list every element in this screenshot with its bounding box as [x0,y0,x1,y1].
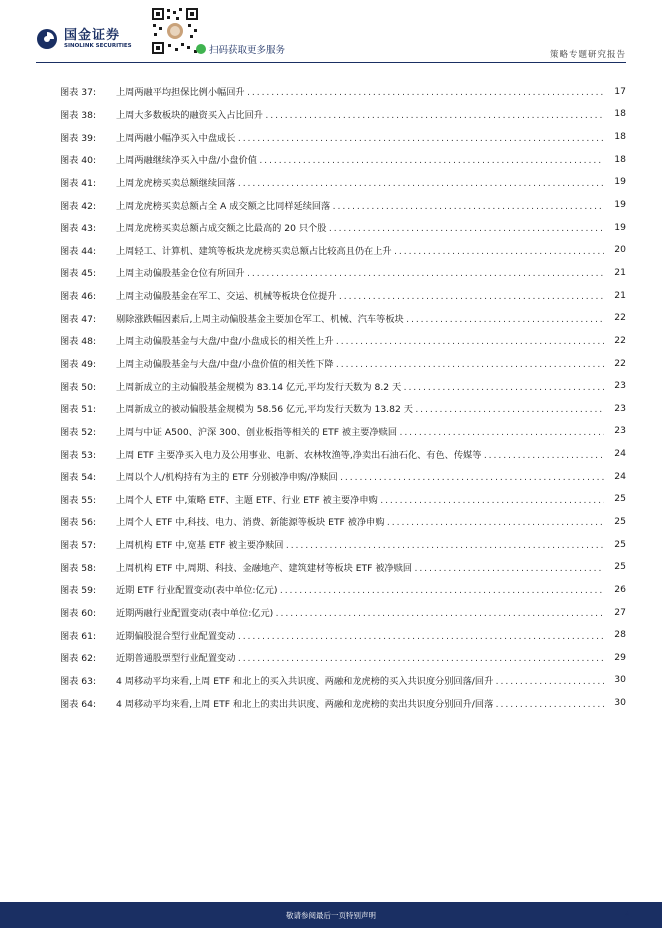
toc-entry-label: 图表 61: [60,630,97,642]
toc-entry[interactable] [60,555,626,578]
toc-entry-page: 25 [614,493,626,505]
toc-entry[interactable] [60,397,626,420]
toc-entry-label: 图表 38: [60,109,97,121]
toc-entry[interactable] [60,171,626,194]
report-type: 策略专题研究报告 [549,50,626,60]
toc-entry[interactable] [60,103,626,126]
toc-entry-page: 22 [614,357,626,369]
toc-entry-page: 25 [614,538,626,550]
toc-entry-page: 29 [614,651,626,663]
toc-entry-label: 图表 43: [60,223,97,235]
toc-entry[interactable] [60,488,626,511]
toc-entry-page: 23 [614,402,626,414]
toc-entry-title[interactable]: 上周龙虎榜买卖总额占成交额之比最高的 20 只个股 . . . [116,220,604,234]
toc-entry-label: 图表 58: [60,562,97,574]
company-logo [36,28,132,50]
toc-entry-page: 19 [614,221,626,233]
toc-entry-title[interactable]: 上周以个人/机构持有为主的 ETF 分别被净申购/净赎回 . . . [116,469,604,483]
toc-entry-page: 26 [614,583,626,595]
toc-entry-page: 28 [614,629,626,641]
toc-entry-label: 图表 42: [60,200,97,212]
toc-entry-page: 30 [614,674,626,686]
toc-entry[interactable] [60,216,626,239]
qr-caption [196,42,285,56]
toc-entry[interactable] [60,465,626,488]
toc-entry-page: 18 [614,153,626,165]
logo-chinese-name: 国金证券 [64,27,121,43]
toc-entry-title[interactable]: 上周大多数板块的融资买入占比回升 . . . [116,107,604,121]
toc-entry-page: 24 [614,448,626,460]
sinolink-logo-icon [36,28,58,50]
toc-entry-label: 图表 48: [60,336,97,348]
toc-entry-title[interactable]: 上周主动偏股基金在军工、交运、机械等板块仓位提升 . . . [116,288,604,302]
toc-entry-label: 图表 60: [60,608,97,620]
toc-entry[interactable] [60,623,626,646]
page-number: 4 [624,909,632,922]
toc-entry-label: 图表 62: [60,653,97,665]
toc-entry-title[interactable]: 上周新成立的主动偏股基金规模为 83.14 亿元,平均发行天数为 8.2 天 . . . [116,379,604,393]
toc-entry-page: 30 [614,697,626,709]
toc-entry-label: 图表 40: [60,155,97,167]
toc-entry-title[interactable]: 近期 ETF 行业配置变动(表中单位:亿元) . . . [116,582,604,596]
logo-english-name: SINOLINK SECURITIES [64,42,132,49]
toc-entry[interactable] [60,442,626,465]
toc-entry-page: 27 [614,606,626,618]
toc-entry-title[interactable]: 上周机构 ETF 中,周期、科技、金融地产、建筑建材等板块 ETF 被净赎回 . . . [116,560,604,574]
toc-entry-page: 18 [614,131,626,143]
toc-entry-title[interactable]: 上周个人 ETF 中,策略 ETF、主题 ETF、行业 ETF 被主要净申购 . . . [116,492,604,506]
header-divider [36,62,626,63]
toc-entry[interactable] [60,80,626,103]
toc-entry[interactable] [60,374,626,397]
toc-entry[interactable] [60,284,626,307]
toc-entry-label: 图表 54: [60,472,97,484]
qr-caption-text: 扫码获取更多服务 [209,45,286,56]
toc-entry[interactable] [60,125,626,148]
toc-entry-label: 图表 46: [60,291,97,303]
toc-entry-label: 图表 57: [60,540,97,552]
toc-entry[interactable] [60,646,626,669]
toc-entry-label: 图表 55: [60,494,97,506]
toc-entry-page: 23 [614,380,626,392]
toc-entry-title[interactable]: 4 周移动平均来看,上周 ETF 和北上的卖出共识度、两融和龙虎榜的卖出共识度分别回升/回落 . . . [116,696,604,710]
figure-list [60,80,626,714]
toc-entry-label: 图表 37: [60,87,97,99]
toc-entry[interactable] [60,691,626,714]
toc-entry[interactable] [60,193,626,216]
toc-entry-title[interactable]: 上周两融继续净买入中盘/小盘价值 . . . [116,152,604,166]
toc-entry-title[interactable]: 上周机构 ETF 中,宽基 ETF 被主要净赎回 . . . [116,537,604,551]
toc-entry-title[interactable]: 上周主动偏股基金与大盘/中盘/小盘价值的相关性下降 . . . [116,356,604,370]
toc-entry-page: 25 [614,561,626,573]
toc-entry[interactable] [60,578,626,601]
toc-entry-label: 图表 49: [60,359,97,370]
toc-entry[interactable] [60,238,626,261]
toc-entry[interactable] [60,601,626,624]
toc-entry-title[interactable]: 近期偏股混合型行业配置变动 . . . [116,628,604,642]
toc-entry-label: 图表 45: [60,268,97,280]
toc-entry-page: 19 [614,176,626,188]
toc-entry-page: 21 [614,289,626,301]
toc-entry-title[interactable]: 上周 ETF 主要净买入电力及公用事业、电新、农林牧渔等,净卖出石油石化、有色、传媒等 . . . [116,447,604,461]
toc-entry-title[interactable]: 上周主动偏股基金仓位有所回升 . . . [116,265,604,279]
toc-entry-label: 图表 51: [60,404,97,416]
toc-entry-title[interactable]: 4 周移动平均来看,上周 ETF 和北上的买入共识度、两融和龙虎榜的买入共识度分别回落/回升 . . . [116,673,604,687]
toc-entry-page: 24 [614,470,626,482]
toc-entry-title[interactable]: 近期普通股票型行业配置变动 . . . [116,650,604,664]
toc-entry[interactable] [60,352,626,375]
footer-disclaimer[interactable]: 敬请参阅最后一页特别声明 [286,911,376,920]
toc-entry-title[interactable]: 上周龙虎榜买卖总额占全 A 成交额之比同样延续回落 . . . [116,198,604,212]
toc-entry-label: 图表 64: [60,698,97,710]
toc-entry-label: 图表 44: [60,245,97,257]
toc-entry[interactable] [60,329,626,352]
toc-entry[interactable] [60,510,626,533]
toc-entry-title[interactable]: 剔除涨跌幅因素后,上周主动偏股基金主要加仓军工、机械、汽车等板块 . . . [116,311,604,325]
toc-entry[interactable] [60,148,626,171]
toc-entry-title[interactable]: 上周个人 ETF 中,科技、电力、消费、新能源等板块 ETF 被净申购 . . . [116,514,604,528]
toc-entry-page: 19 [614,199,626,211]
toc-entry-page: 20 [614,244,626,256]
toc-entry-title[interactable]: 上周两融平均担保比例小幅回升 . . . [116,84,604,98]
page-header [0,0,662,64]
toc-entry-page: 23 [614,425,626,437]
toc-entry-title[interactable]: 上周新成立的被动偏股基金规模为 58.56 亿元,平均发行天数为 13.82 天 . . . [116,401,604,415]
wechat-icon [196,44,206,54]
toc-entry-page: 22 [614,312,626,324]
toc-entry-page: 25 [614,515,626,527]
qr-code-icon[interactable] [150,6,200,56]
toc-entry-label: 图表 63: [60,675,97,687]
toc-entry-label: 图表 52: [60,426,97,438]
toc-entry[interactable] [60,306,626,329]
toc-entry-title[interactable]: 上周两融小幅净买入中盘成长 . . . [116,130,604,144]
toc-entry-title[interactable]: 上周轻工、计算机、建筑等板块龙虎榜买卖总额占比较高且仍在上升 . . . [116,243,604,257]
toc-entry-label: 图表 53: [60,449,97,461]
toc-entry-title[interactable]: 上周与中证 A500、沪深 300、创业板指等相关的 ETF 被主要净赎回 . . . [116,424,604,438]
toc-entry-title[interactable]: 上周主动偏股基金与大盘/中盘/小盘成长的相关性上升 . . . [116,333,604,347]
toc-entry-page: 18 [614,108,626,120]
toc-entry-page: 17 [614,85,626,97]
toc-entry-page: 21 [614,266,626,278]
toc-entry[interactable] [60,261,626,284]
toc-entry-label: 图表 50: [60,381,97,393]
toc-entry-title[interactable]: 上周龙虎榜买卖总额继续回落 . . . [116,175,604,189]
toc-entry-label: 图表 47: [60,313,97,325]
toc-entry-title[interactable]: 近期两融行业配置变动(表中单位:亿元) . . . [116,605,604,619]
toc-entry[interactable] [60,669,626,692]
toc-entry-label: 图表 59: [60,585,97,597]
page-footer [0,902,662,928]
toc-entry[interactable] [60,533,626,556]
toc-entry-label: 图表 41: [60,177,97,189]
toc-entry-label: 图表 39: [60,132,97,144]
toc-entry-page: 22 [614,334,626,346]
toc-entry-label: 图表 56: [60,517,97,529]
toc-entry[interactable] [60,420,626,443]
